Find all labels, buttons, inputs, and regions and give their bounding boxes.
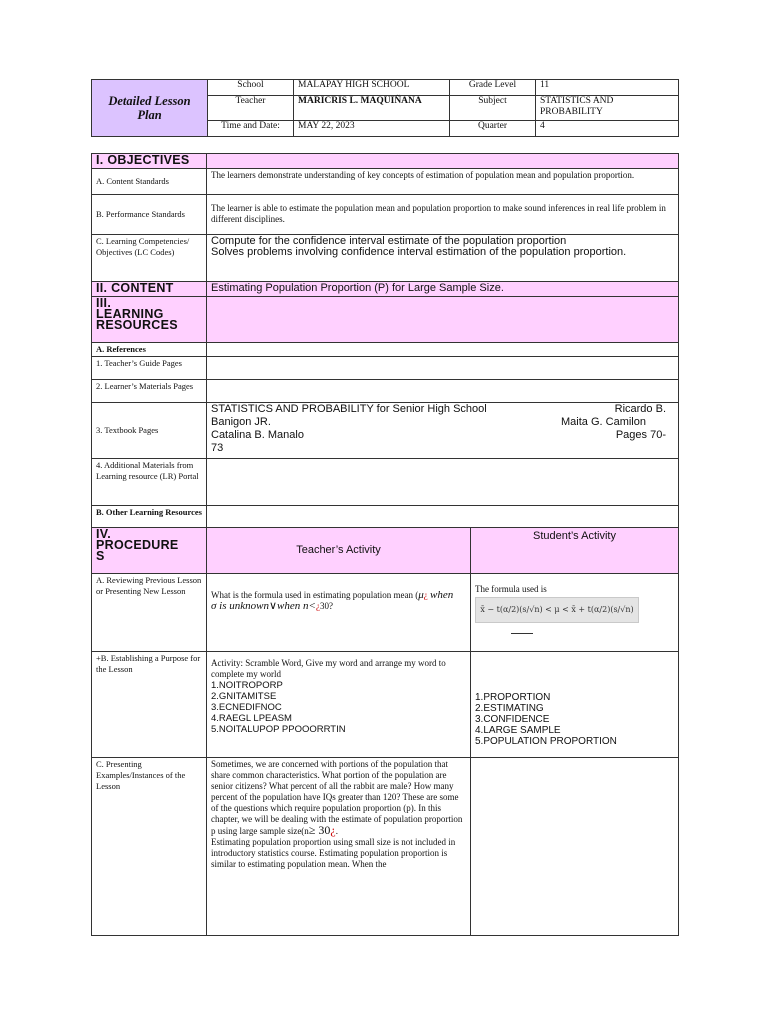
quarter-value: 4 [536, 121, 679, 137]
competencies-label: C. Learning Competencies/ Objectives (LC Codes) [92, 235, 207, 282]
teacher-value: MARICRIS L. MAQUIÑANA [294, 96, 450, 121]
competency-2: Solves problems involving confidence interval estimation of the population proportion. [211, 246, 627, 258]
references-label: A. References [92, 343, 207, 357]
grade-label: Grade Level [450, 80, 536, 96]
formula-image: x̄ − t(α/2)(s/√n) < μ < x̄ + t(α/2)(s/√n) [475, 597, 639, 623]
objectives-heading: I. OBJECTIVES [92, 154, 207, 169]
lesson-plan-table [91, 153, 679, 936]
reviewing-lesson-label: A. Reviewing Previous Lesson or Presenting New Lesson [92, 574, 207, 652]
reviewing-teacher-text: What is the formula used in estimating population mean (μ¿ when σ is unknown∨when n<¿30? [207, 574, 471, 652]
teacher-activity-header: Teacher’s Activity [207, 528, 471, 574]
school-label: School [208, 80, 294, 96]
header-table [91, 79, 679, 137]
purpose-student-answers: 1.PROPORTION 2.ESTIMATING 3.CONFIDENCE 4.LARGE SAMPLE 5.POPULATION PROPORTION [471, 652, 679, 758]
content-standards-label: A. Content Standards [92, 169, 207, 195]
reviewing-student-answer: The formula used is x̄ − t(α/2)(s/√n) < μ < x̄ + t(α/2)(s/√n) [471, 574, 679, 652]
textbook-reference: STATISTICS AND PROBABILITY for Senior High School Ricardo B. Banigon JR. Maita G. Camilon Catalina B. Manalo Pages 70- 73 [207, 403, 679, 459]
teacher-label: Teacher [208, 96, 294, 121]
content-text: Estimating Population Proportion (P) for Large Sample Size. [207, 282, 679, 297]
grade-value: 11 [536, 80, 679, 96]
content-standards-text: The learners demonstrate understanding of key concepts of estimation of population mean and population proportion. [207, 169, 679, 195]
school-value: MALAPAY HIGH SCHOOL [294, 80, 450, 96]
presenting-examples-label: C. Presenting Examples/Instances of the Lesson [92, 758, 207, 936]
purpose-label: +B. Establishing a Purpose for the Lesson [92, 652, 207, 758]
content-heading: II. CONTENT [92, 282, 207, 297]
quarter-label: Quarter [450, 121, 536, 137]
subject-label: Subject [450, 96, 536, 121]
lesson-plan-title: Detailed Lesson Plan [92, 80, 208, 137]
student-activity-header: Student’s Activity [471, 528, 679, 574]
competency-1: Compute for the confidence interval estimate of the population proportion [211, 235, 567, 247]
date-value: MAY 22, 2023 [294, 121, 450, 137]
additional-materials-label: 4. Additional Materials from Learning resource (LR) Portal [92, 459, 207, 506]
purpose-teacher-activity: Activity: Scramble Word, Give my word and arrange my word to complete my world 1.NOITROPORP 2.GNITAMITSE 3.ECNEDIFNOC 4.RAEGL LPEASM 5.NOITALUPOP PPOOORRTIN [207, 652, 471, 758]
subject-value: STATISTICS AND PROBABILITY [536, 96, 679, 121]
performance-standards-label: B. Performance Standards [92, 195, 207, 235]
learners-materials-label: 2. Learner’s Materials Pages [92, 380, 207, 403]
resources-heading: III. LEARNING RESOURCES [92, 297, 207, 343]
other-resources-label: B. Other Learning Resources [92, 506, 207, 528]
textbook-label: 3. Textbook Pages [92, 403, 207, 459]
presenting-teacher-text: Sometimes, we are concerned with portions of the population that share common characteristics. What portion of the population are senior citizens? What percent of all the rabbit are male? How many percent of the population have IQs greater than 120? These are some of the questions which require population proportion (p). In this chapter, we will be dealing with the estimate of population proportion p using large sample size(n≥ 30¿. Estimating population proportion using small size is not included in introductory statistics course. Estimating population proportion is similar to estimating population mean. When the [207, 758, 471, 936]
date-label: Time and Date: [208, 121, 294, 137]
procedures-heading: IV. PROCEDURE S [92, 528, 207, 574]
performance-standards-text: The learner is able to estimate the population mean and population proportion to make sound inferences in real life problem in different disciplines. [207, 195, 679, 235]
teachers-guide-label: 1. Teacher’s Guide Pages [92, 357, 207, 380]
